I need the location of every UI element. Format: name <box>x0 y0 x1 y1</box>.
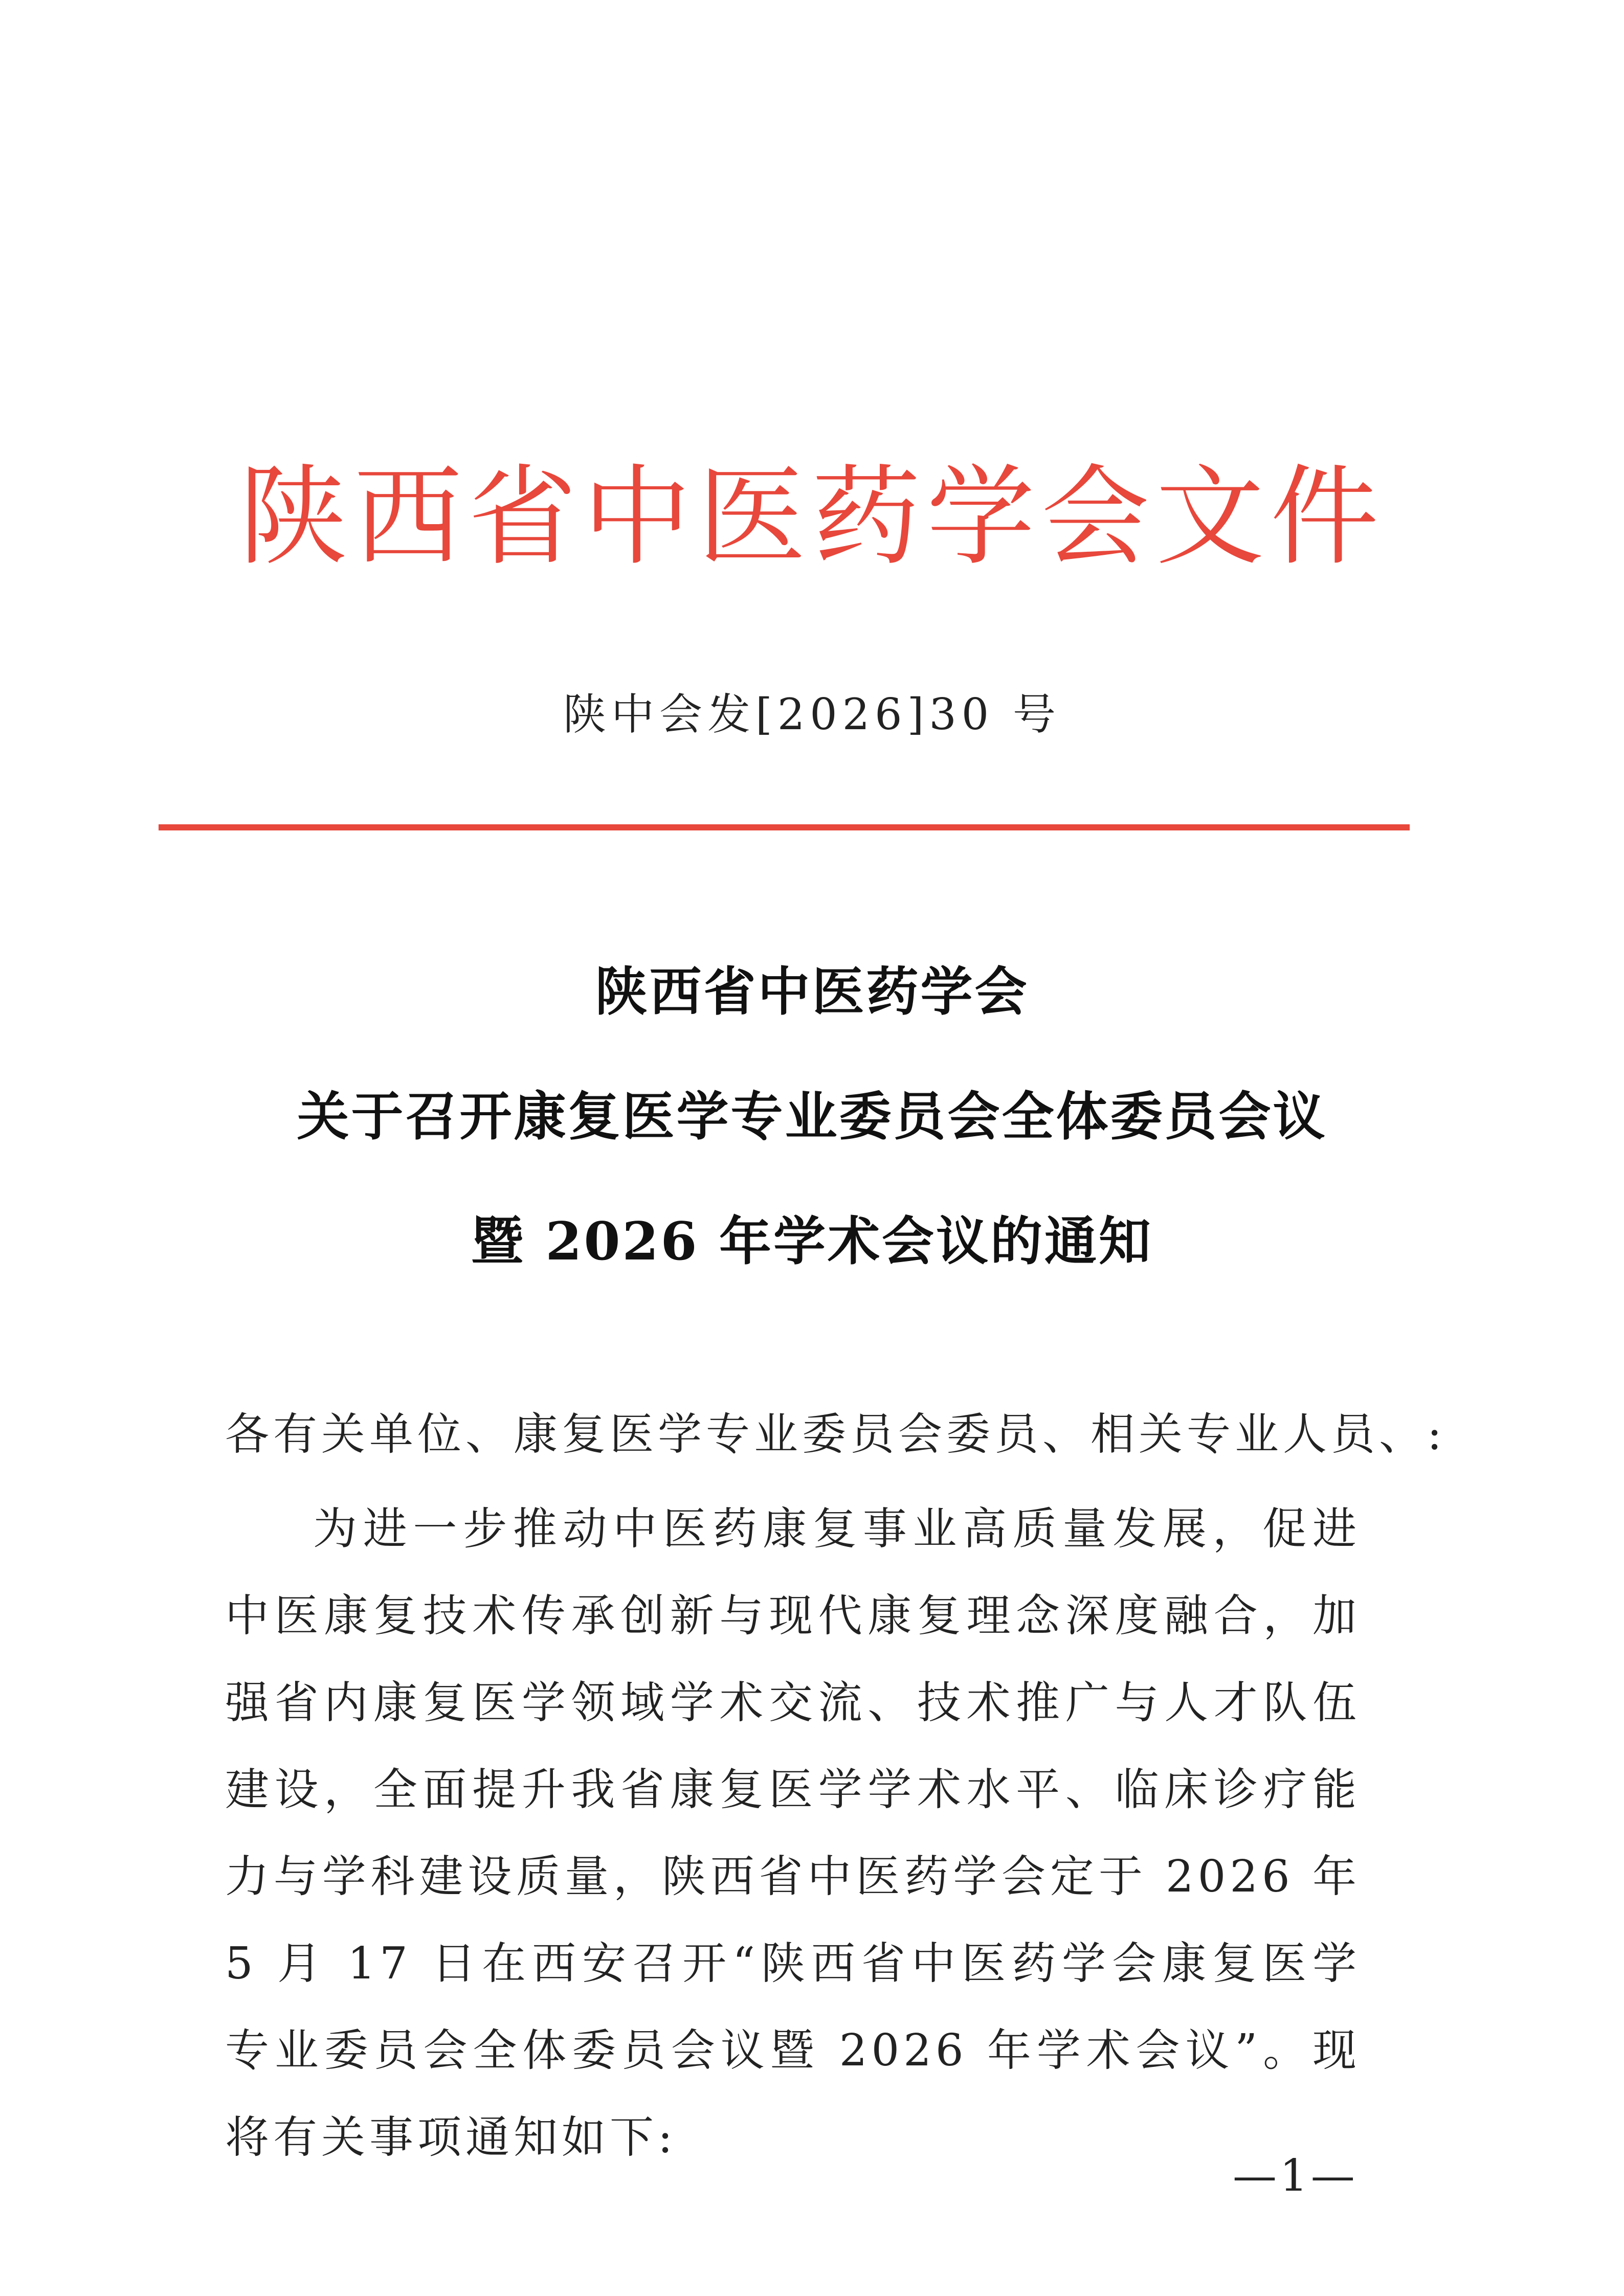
notice-title-line-2: 关于召开康复医学专业委员会全体委员会议 <box>297 1086 1327 1147</box>
red-separator-line <box>159 824 1410 830</box>
document-number: 陕中会发[2026]30 号 <box>563 689 1061 739</box>
intro-paragraph: 为进一步推动中医药康复事业高质量发展，促进中医康复技术传承创新与现代康复理念深度融合，加强省内康复医学领域学术交流、技术推广与人才队伍建设，全面提升我省康复医学学术水平、临床诊疗能力与学科建设质量，陕西省中医药学会定于 2026 年 5 月 17 日在西安召开“陕西省中医药学会康复医学专业委员会全体委员会议暨 2026 年学术会议”。现将有关事项通知如下: <box>225 1503 1361 2163</box>
notice-title <box>159 951 1465 1325</box>
issuing-organization-title: 陕西省中医药学会文件 <box>239 454 1385 580</box>
notice-body <box>225 1399 1446 2181</box>
notice-title-line-3: 暨 2026 年学术会议的通知 <box>471 1211 1153 1272</box>
notice-title-line-1: 陕西省中医药学会 <box>595 961 1029 1023</box>
page-number: —1— <box>1233 2150 1358 2201</box>
salutation: 各有关单位、康复医学专业委员会委员、相关专业人员、: <box>225 1409 1446 1460</box>
